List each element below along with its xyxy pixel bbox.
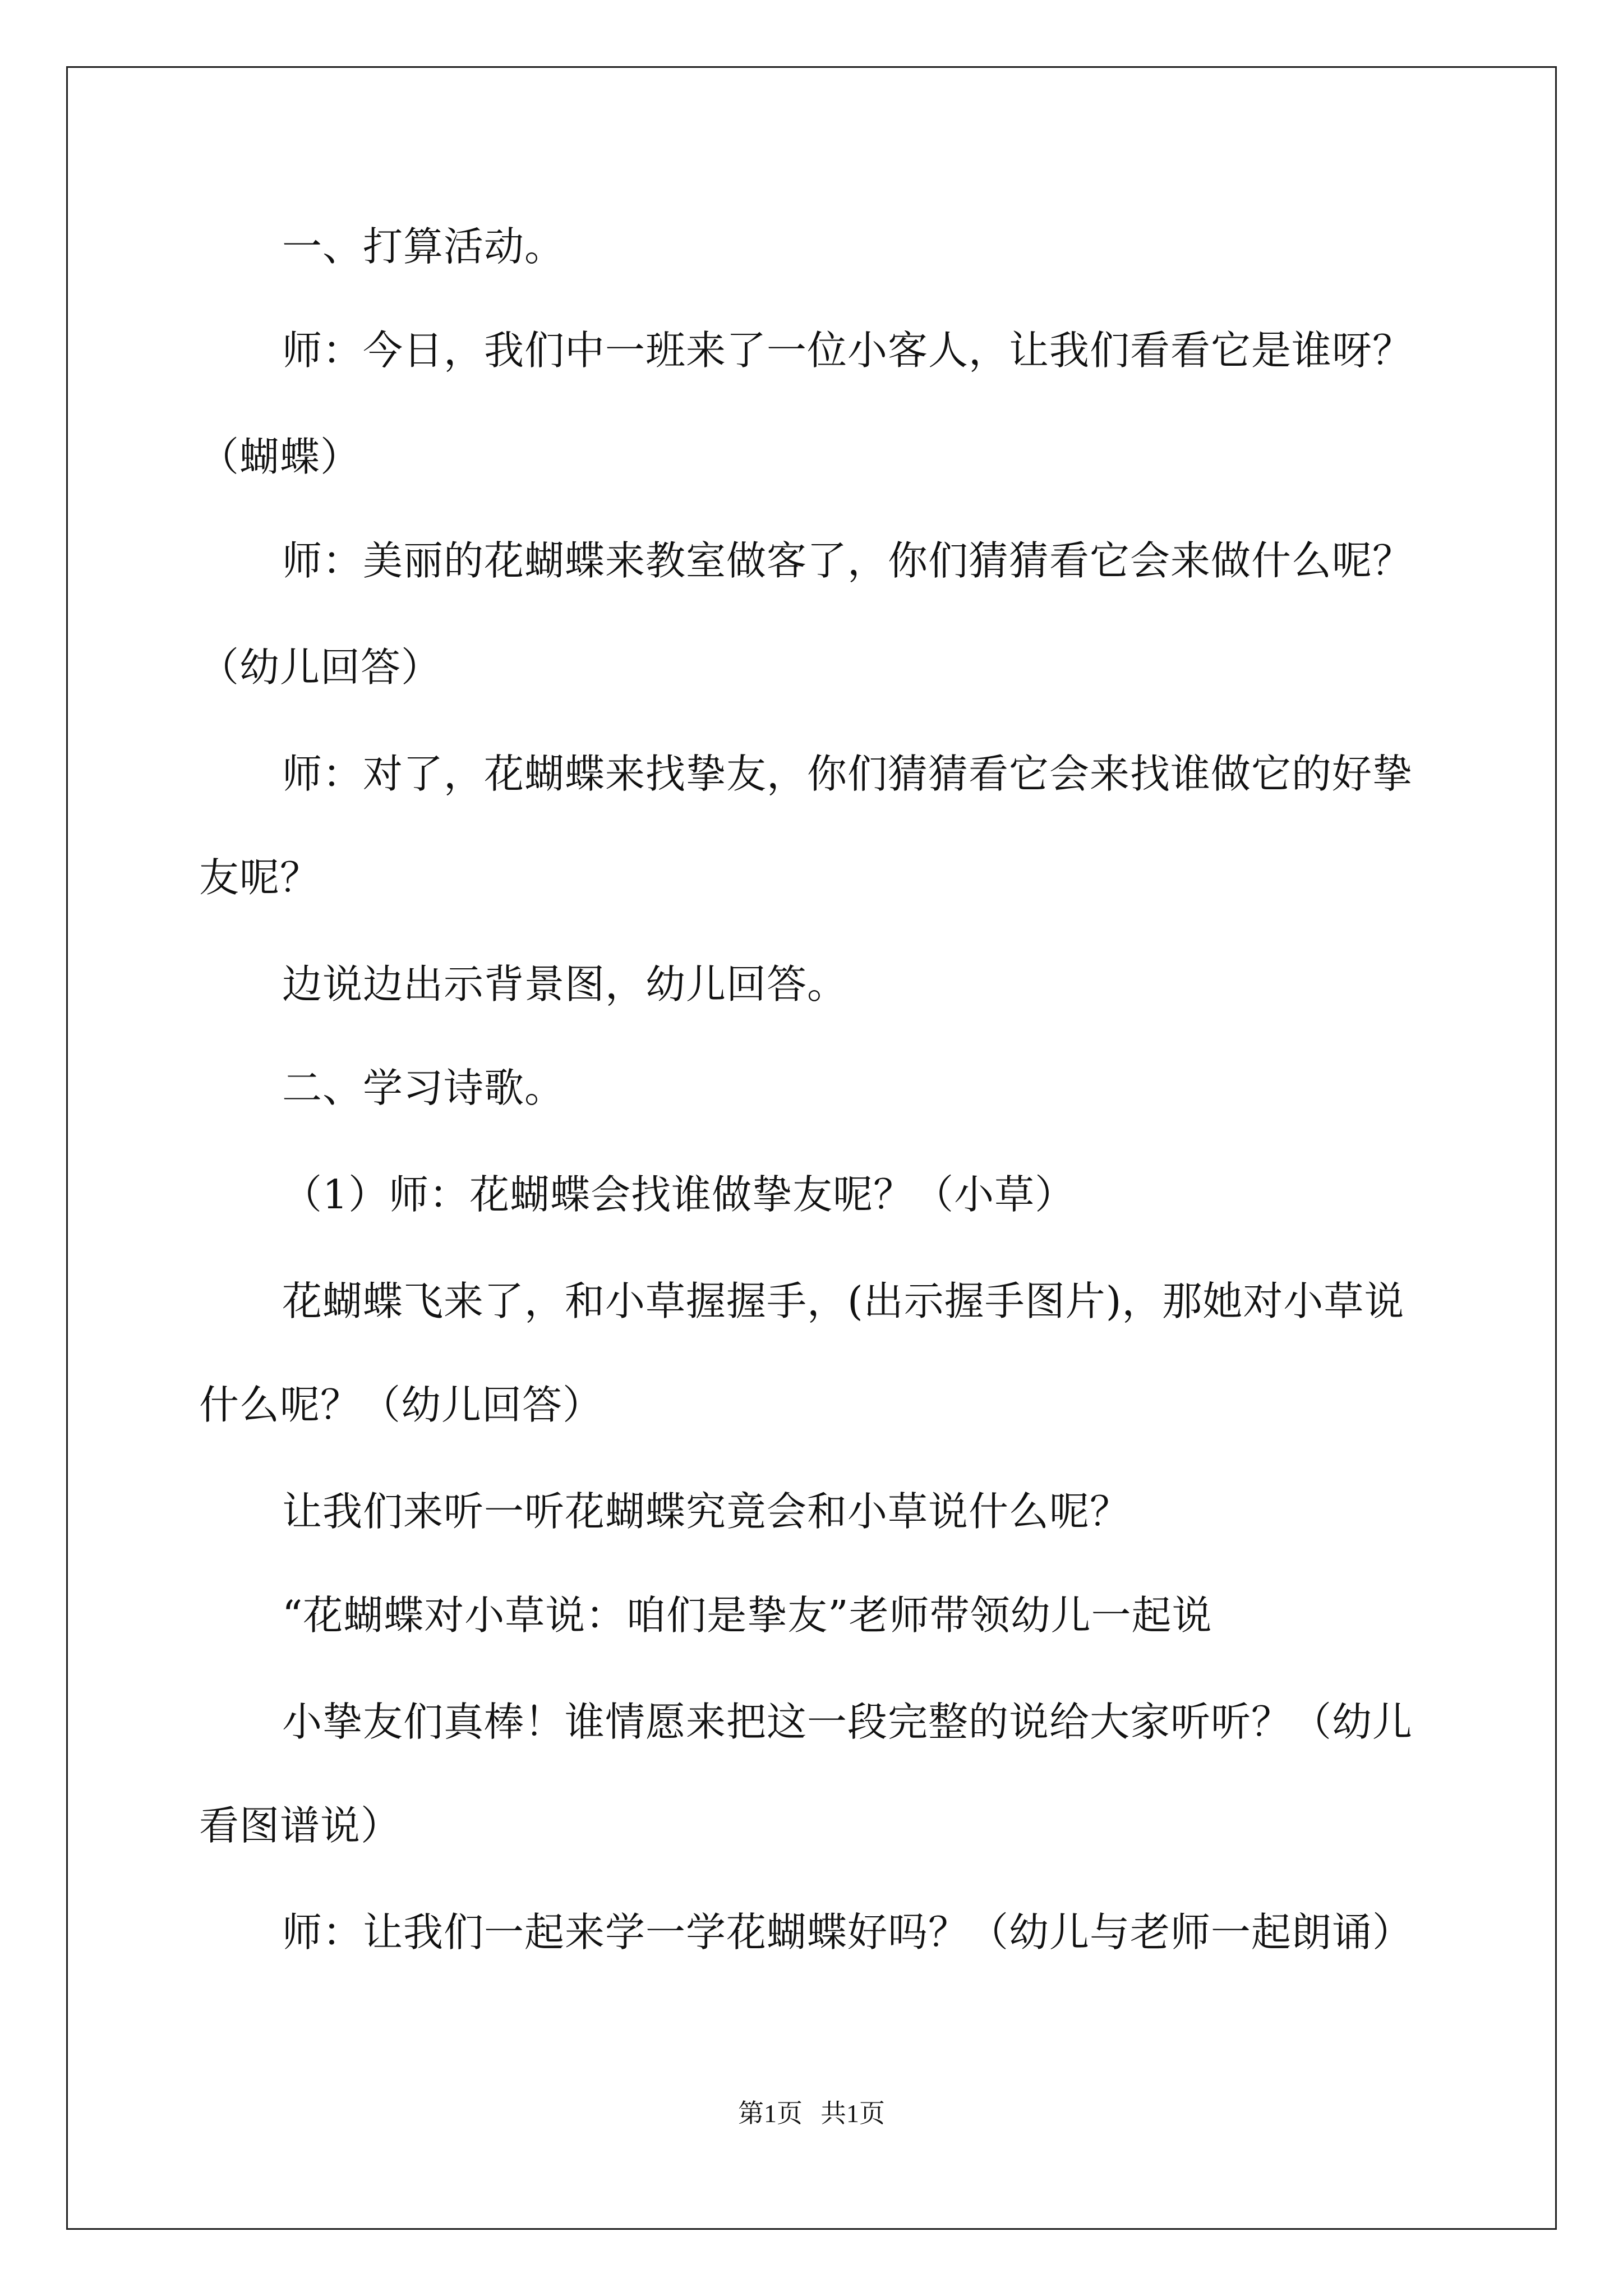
- paragraph-line: （1）师：花蝴蝶会找谁做挚友呢？（小草）: [282, 1171, 1076, 1218]
- paragraph-line: 一、打算活动。: [282, 223, 565, 270]
- paragraph-line: “花蝴蝶对小草说：咱们是挚友”老师带领幼儿一起说: [282, 1592, 1212, 1639]
- paragraph-line: 什么呢？（幼儿回答）: [199, 1382, 603, 1428]
- paragraph-line: （蝴蝶）: [199, 434, 361, 480]
- paragraph-line: 让我们来听一听花蝴蝶究竟会和小草说什么呢？: [282, 1488, 1131, 1535]
- paragraph-line: 二、学习诗歌。: [282, 1065, 565, 1111]
- paragraph-line: 小挚友们真棒！谁情愿来把这一段完整的说给大家听听？（幼儿: [282, 1699, 1413, 1745]
- paragraph-line: 师：美丽的花蝴蝶来教室做客了，你们猜猜看它会来做什么呢？: [282, 537, 1413, 584]
- paragraph-line: 师：让我们一起来学一学花蝴蝶好吗？（幼儿与老师一起朗诵）: [282, 1909, 1413, 1955]
- paragraph-line: 友呢？: [199, 854, 321, 901]
- paragraph-line: 师：对了，花蝴蝶来找挚友，你们猜猜看它会来找谁做它的好挚: [282, 751, 1413, 797]
- page-number-current: 第1页: [738, 2099, 803, 2128]
- paragraph-line: 看图谱说）: [199, 1802, 402, 1849]
- paragraph-line: （幼儿回答）: [199, 644, 442, 691]
- paragraph-line: 花蝴蝶飞来了，和小草握握手，(出示握手图片)，那她对小草说: [282, 1278, 1405, 1324]
- page-border: [66, 66, 1557, 2230]
- page-footer: [0, 2098, 1623, 2129]
- paragraph-line: 边说边出示背景图，幼儿回答。: [282, 961, 848, 1007]
- page-number-total: 共1页: [820, 2099, 885, 2128]
- paragraph-line: 师：今日，我们中一班来了一位小客人，让我们看看它是谁呀？: [282, 327, 1413, 374]
